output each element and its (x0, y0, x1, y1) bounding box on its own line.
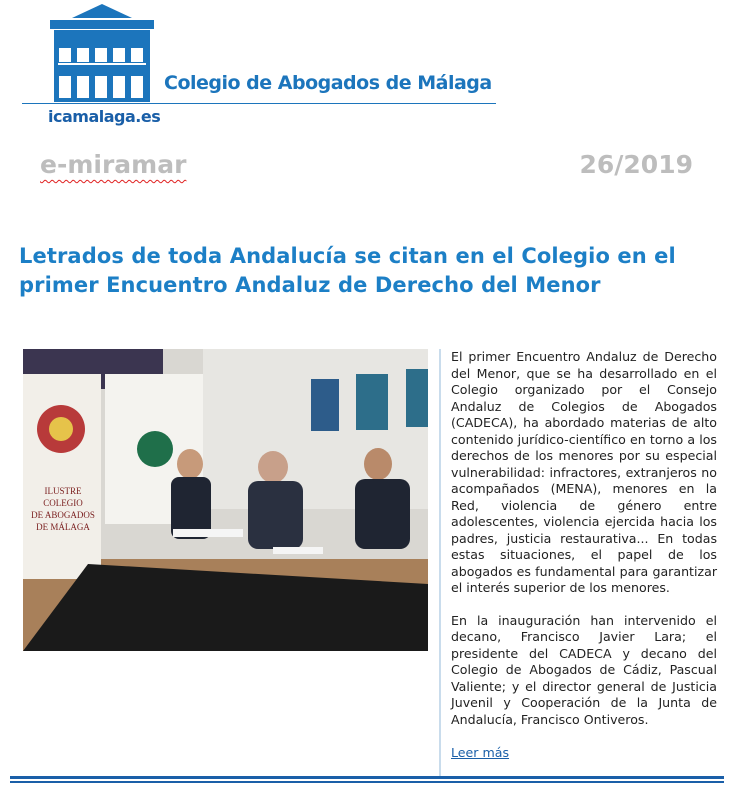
header-rule (22, 103, 496, 104)
banner-line-4: DE MÁLAGA (36, 522, 90, 532)
event-photo (23, 349, 428, 651)
footer-rule (10, 776, 724, 779)
article-paragraph-2: En la inauguración han intervenido el decano, Francisco Javier Lara; el presidente del CADECA y decano del Colegio de Abogados de Cádiz, Pascual Valiente; y el director general de Justicia Juvenil y Cooperación de la Junta de Andalucía, Francisco Ontiveros. (451, 612, 717, 727)
issue-number: 26/2019 (579, 150, 693, 179)
article-paragraph-1: El primer Encuentro Andaluz de Derecho del Menor, que se ha desarrollado en el Colegio organizado por el Consejo Andaluz de Colegios de Abogados (CADECA), ha abordado materias de alto contenido jurídico-científico en torno a los derechos de los menores por su especial vulnerabilidad: infractores, extranjeros no acompañados (MENA), menores en la Red, violencia de género entre adolescentes, violencia ejercida hacia los padres, justicia restaurativa... En todas estas situaciones, el papel de los abogados es fundamental para garantizar el interés superior de los menores. (451, 349, 717, 595)
banner-line-1: ILUSTRE (44, 486, 82, 496)
publication-name: e-miramar (40, 150, 187, 179)
banner-line-2: COLEGIO (43, 498, 83, 508)
site-link[interactable]: icamalaga.es (48, 107, 161, 126)
footer-rule-secondary (10, 781, 724, 783)
article-body (451, 349, 717, 762)
column-divider (439, 349, 441, 777)
banner-line-3: DE ABOGADOS (31, 510, 95, 520)
article-headline: Letrados de toda Andalucía se citan en el Colegio en el primer Encuentro Andaluz de Derecho del Menor (19, 244, 676, 297)
org-name: Colegio de Abogados de Málaga (164, 72, 492, 94)
read-more-link[interactable]: Leer más (451, 745, 510, 760)
